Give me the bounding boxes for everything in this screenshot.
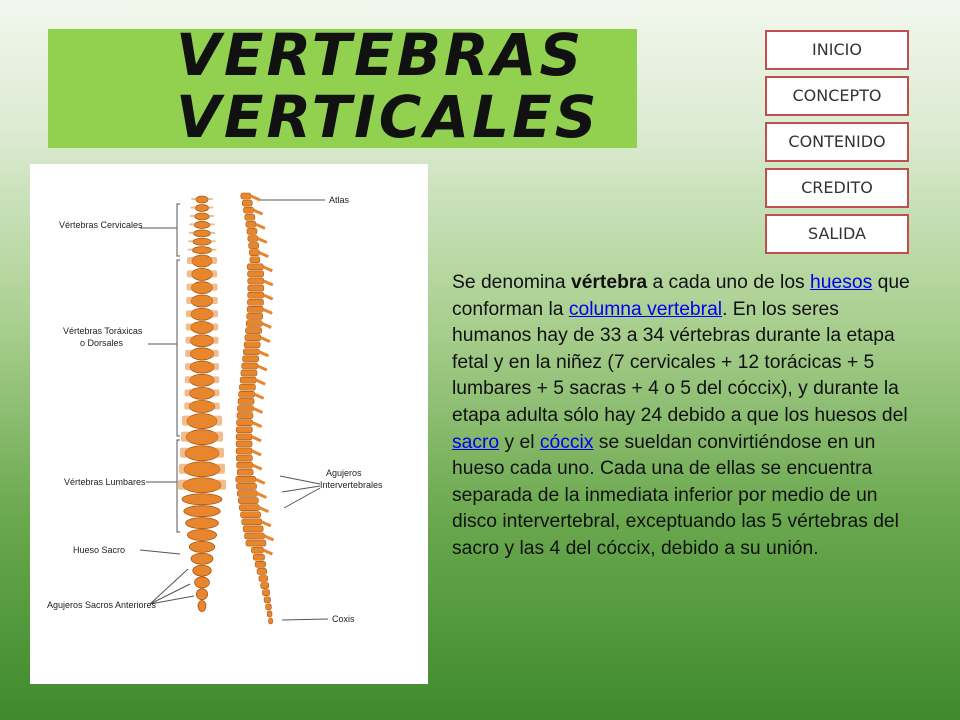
bold-term: vértebra bbox=[570, 272, 648, 293]
vertebra-side-shape bbox=[264, 597, 270, 603]
vertebra-side-shape bbox=[243, 526, 263, 532]
vertebra-process bbox=[187, 284, 218, 291]
vertebra-side-shape bbox=[248, 236, 258, 242]
vertebra-process bbox=[181, 432, 223, 442]
vertebra-side-shape bbox=[239, 505, 259, 511]
vertebra-process bbox=[185, 389, 220, 396]
spinous-process bbox=[253, 423, 262, 427]
spinous-process bbox=[253, 465, 262, 469]
vertebra-side-shape bbox=[247, 264, 263, 270]
spinous-process bbox=[254, 210, 263, 214]
vertebra-side-shape bbox=[245, 214, 255, 220]
vertebra-side-shape bbox=[237, 491, 257, 497]
text-segment: se sueldan convirtiéndose en un hueso cada uno. Cada una de ellas se encuentra separada de la inmediata inferior por medio de un disco intervertebral, exceptuando las 5 vértebras del sacro y las 4 del cóccix, debido a su unión. bbox=[452, 431, 899, 559]
nav-contenido-button[interactable]: CONTENIDO bbox=[765, 122, 909, 162]
spinous-process bbox=[256, 479, 265, 483]
vertebra-process bbox=[189, 223, 215, 225]
vertebra-process bbox=[188, 240, 216, 242]
vertebra-side-shape bbox=[259, 576, 268, 582]
text-segment: Se denomina bbox=[452, 272, 571, 293]
vertebra-side-shape bbox=[236, 427, 252, 433]
vertebra-shape bbox=[186, 518, 219, 529]
vertebra-side-shape bbox=[237, 469, 253, 475]
label-toracicas-1: Vértebras Toráxicas bbox=[63, 326, 143, 336]
vertebra-side-shape bbox=[248, 292, 264, 298]
vertebra-process bbox=[184, 403, 220, 410]
label-toracicas-2: o Dorsales bbox=[80, 338, 124, 348]
vertebra-side-shape bbox=[245, 533, 265, 539]
label-lumbares: Vértebras Lumbares bbox=[64, 477, 146, 487]
spinous-process bbox=[258, 239, 267, 243]
vertebra-shape bbox=[187, 530, 216, 541]
vertebra-side-shape bbox=[241, 512, 261, 518]
spinous-process bbox=[256, 380, 265, 384]
vertebra-side-shape bbox=[246, 328, 262, 334]
vertebra-side-shape bbox=[243, 356, 259, 362]
vertebra-process bbox=[185, 350, 219, 357]
vertebra-shape bbox=[195, 577, 210, 588]
vertebra-side-shape bbox=[269, 618, 273, 624]
vertebra-process bbox=[180, 448, 224, 458]
vertebra-side-shape bbox=[243, 349, 259, 355]
vertebra-side-shape bbox=[246, 540, 266, 546]
spine-illustration bbox=[30, 164, 428, 684]
text-segment: . En los seres humanos hay de 33 a 34 vértebras durante la etapa fetal y en la niñez (7 cervicales + 12 torácicas + 5 lumbares + 5 sacras + 4 o 5 del cóccix), y durante la etapa adulta sólo hay 24 debido a que los huesos del bbox=[452, 298, 908, 426]
vertebra-side-shape bbox=[257, 568, 267, 574]
vertebra-side-shape bbox=[236, 476, 256, 482]
vertebra-side-shape bbox=[262, 590, 269, 596]
label-agujeros-inter-2: Intervertebrales bbox=[320, 480, 383, 490]
vertebra-side-shape bbox=[253, 554, 264, 560]
vertebra-process bbox=[191, 198, 213, 200]
label-atlas: Atlas bbox=[329, 195, 350, 205]
vertebra-shape bbox=[193, 565, 211, 576]
spinous-process bbox=[255, 394, 264, 398]
vertebra-side-shape bbox=[250, 257, 260, 263]
vertebra-side-shape bbox=[261, 583, 269, 589]
spinous-process bbox=[261, 338, 270, 342]
spine-diagram bbox=[30, 164, 428, 684]
vertebra-side-shape bbox=[240, 377, 256, 383]
vertebra-side-shape bbox=[242, 519, 262, 525]
vertebra-side-shape bbox=[266, 604, 272, 610]
spinous-process bbox=[263, 309, 272, 313]
diagram-brackets bbox=[140, 200, 328, 620]
vertebra-side-shape bbox=[238, 398, 254, 404]
vertebra-shape bbox=[191, 553, 213, 564]
spinous-process bbox=[252, 451, 261, 455]
vertebra-side-shape bbox=[247, 228, 257, 234]
vertebra-process bbox=[185, 363, 219, 370]
vertebra-process bbox=[187, 249, 216, 251]
vertebra-side-shape bbox=[245, 335, 261, 341]
spinous-process bbox=[256, 224, 265, 228]
vertebra-side-shape bbox=[239, 384, 255, 390]
vertebra-side-shape bbox=[247, 299, 263, 305]
spine-front-view bbox=[178, 196, 226, 612]
spinous-process bbox=[263, 267, 272, 271]
nav-menu bbox=[765, 30, 909, 260]
vertebra-side-shape bbox=[242, 363, 258, 369]
spinous-process bbox=[252, 437, 261, 441]
vertebra-side-shape bbox=[248, 278, 264, 284]
vertebra-side-shape bbox=[244, 207, 254, 213]
vertebra-side-shape bbox=[255, 561, 265, 567]
vertebra-process bbox=[189, 232, 216, 234]
label-agujeros-sacros: Agujeros Sacros Anteriores bbox=[47, 600, 157, 610]
vertebra-side-shape bbox=[246, 321, 262, 327]
vertebra-process bbox=[186, 324, 219, 331]
vertebra-side-shape bbox=[246, 221, 256, 227]
vertebra-side-shape bbox=[236, 448, 252, 454]
spinous-process bbox=[251, 196, 260, 200]
vertebra-process bbox=[185, 376, 220, 383]
link-coccix[interactable]: cóccix bbox=[539, 431, 594, 453]
label-cervicales: Vértebras Cervicales bbox=[59, 220, 143, 230]
vertebra-shape bbox=[189, 541, 215, 552]
vertebra-shape bbox=[196, 589, 207, 600]
spinous-process bbox=[259, 508, 268, 512]
vertebra-side-shape bbox=[247, 313, 263, 319]
label-coxis: Coxis bbox=[332, 614, 355, 624]
spine-side-view bbox=[236, 193, 274, 624]
description-paragraph bbox=[452, 270, 914, 563]
vertebra-side-shape bbox=[249, 250, 259, 256]
nav-concepto-button[interactable]: CONCEPTO bbox=[765, 76, 909, 116]
vertebra-side-shape bbox=[267, 611, 272, 617]
spinous-process bbox=[263, 550, 272, 554]
vertebra-side-shape bbox=[248, 271, 264, 277]
vertebra-side-shape bbox=[237, 420, 253, 426]
nav-credito-button[interactable]: CREDITO bbox=[765, 168, 909, 208]
spinous-process bbox=[258, 366, 267, 370]
vertebra-side-shape bbox=[236, 434, 252, 440]
nav-inicio-button[interactable]: INICIO bbox=[765, 30, 909, 70]
vertebra-side-shape bbox=[249, 243, 259, 249]
spinous-process bbox=[265, 536, 274, 540]
vertebra-side-shape bbox=[241, 370, 257, 376]
vertebra-shape bbox=[184, 506, 220, 517]
vertebra-process bbox=[186, 297, 218, 304]
spinous-process bbox=[262, 324, 271, 328]
vertebra-side-shape bbox=[236, 455, 252, 461]
spinous-process bbox=[264, 281, 273, 285]
vertebra-process bbox=[187, 270, 218, 277]
vertebra-process bbox=[182, 416, 222, 426]
vertebra-side-shape bbox=[247, 306, 263, 312]
vertebra-side-shape bbox=[236, 441, 252, 447]
spinous-process bbox=[257, 494, 266, 498]
vertebra-side-shape bbox=[236, 483, 256, 489]
vertebra-side-shape bbox=[238, 498, 258, 504]
vertebra-shape bbox=[182, 494, 222, 505]
vertebra-process bbox=[187, 257, 217, 264]
vertebra-side-shape bbox=[248, 285, 264, 291]
text-segment: a cada uno de los bbox=[647, 272, 811, 293]
link-sacro[interactable]: sacro bbox=[452, 431, 500, 453]
vertebra-side-shape bbox=[237, 406, 253, 412]
spinous-process bbox=[259, 352, 268, 356]
vertebra-process bbox=[190, 215, 214, 217]
vertebra-side-shape bbox=[244, 342, 260, 348]
spinous-process bbox=[262, 522, 271, 526]
nav-salida-button[interactable]: SALIDA bbox=[765, 214, 909, 254]
text-segment: y el bbox=[499, 431, 540, 453]
vertebra-shape bbox=[198, 601, 206, 612]
vertebra-side-shape bbox=[241, 193, 251, 199]
link-columna-vertebral[interactable]: columna vertebral bbox=[568, 298, 723, 320]
vertebra-process bbox=[186, 310, 218, 317]
vertebra-side-shape bbox=[237, 413, 253, 419]
label-sacro: Hueso Sacro bbox=[73, 545, 126, 555]
link-huesos[interactable]: huesos bbox=[810, 272, 873, 293]
vertebra-process bbox=[178, 480, 226, 490]
vertebra-process bbox=[186, 337, 219, 344]
vertebra-side-shape bbox=[242, 200, 252, 206]
spinous-process bbox=[253, 409, 262, 413]
vertebra-side-shape bbox=[239, 391, 255, 397]
vertebra-process bbox=[179, 464, 225, 474]
spinous-process bbox=[264, 295, 273, 299]
spinous-process bbox=[259, 253, 268, 257]
vertebra-side-shape bbox=[251, 547, 263, 553]
text-segment: que conforman la bbox=[452, 272, 910, 320]
label-agujeros-inter-1: Agujeros bbox=[326, 468, 362, 478]
vertebra-process bbox=[190, 207, 213, 209]
slide-title: VERTEBRAS VERTICALES bbox=[176, 21, 600, 151]
vertebra-side-shape bbox=[237, 462, 253, 468]
